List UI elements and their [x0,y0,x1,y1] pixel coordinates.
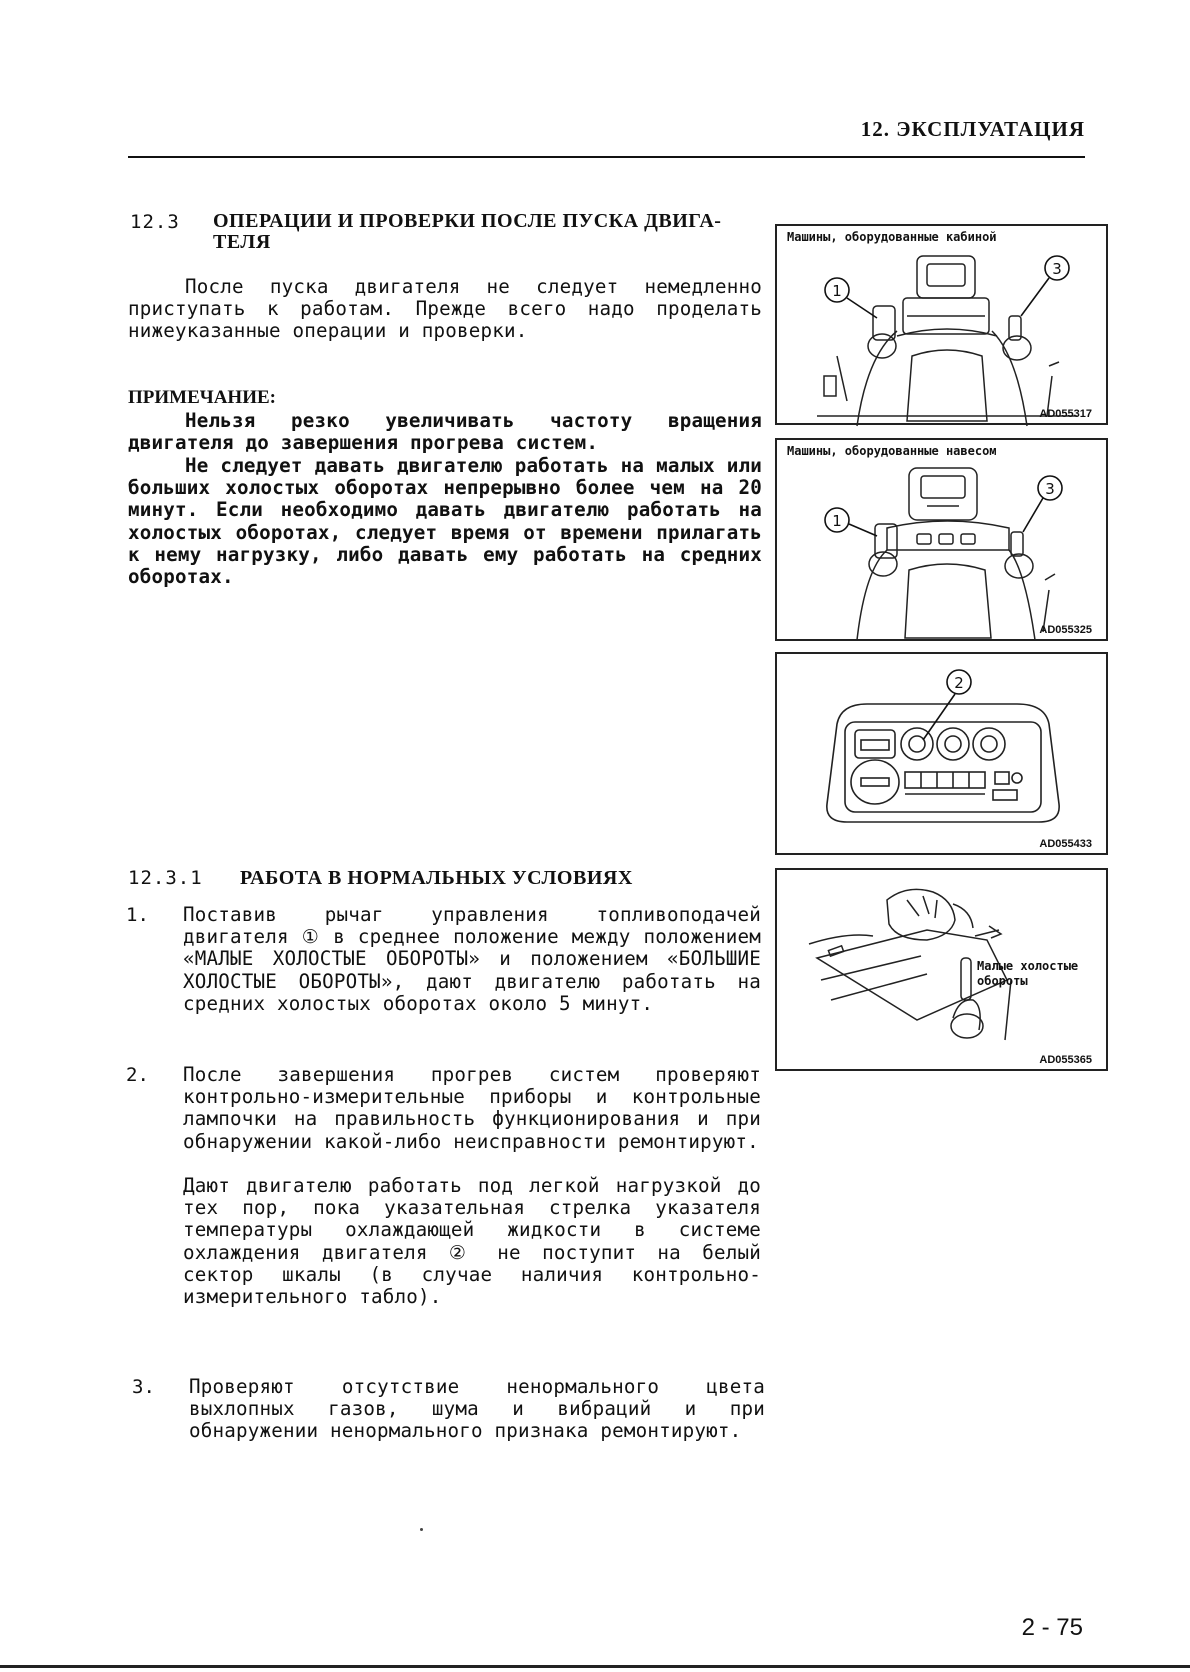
stray-dot [420,1528,423,1531]
lever-position-label-line1: Малые холостые [977,959,1079,973]
list-item-number: 2. [126,1064,149,1086]
svg-text:3: 3 [1045,480,1055,498]
canopy-controls-illustration [777,440,1110,643]
subsection-title: РАБОТА В НОРМАЛЬНЫХ УСЛОВИЯХ [240,867,633,889]
svg-text:2: 2 [954,674,964,692]
figure-instrument-panel [775,652,1108,855]
page-number: 2 - 75 [1021,1614,1083,1641]
figure-code: AD055317 [1039,408,1092,420]
subsection-number: 12.3.1 [128,867,203,889]
running-header: 12. ЭКСПЛУАТАЦИЯ [860,117,1085,141]
list-item-number: 3. [132,1376,155,1398]
figure-cab-controls [775,224,1108,425]
fuel-lever-illustration [777,870,1110,1073]
list-item-number: 1. [126,904,149,926]
figure-fuel-lever [775,868,1108,1071]
figure-caption: Машины, оборудованные кабиной [787,230,997,244]
figure-caption: Машины, оборудованные навесом [787,444,997,458]
note-paragraph-2: Не следует давать двигателю работать на малых или больших холостых оборотах непрерывно более чем на 20 минут. Если необходимо давать двигателю работать на холостых оборотах, следует время от времени прилагать к нему нагрузку, либо давать ему работать на средних оборотах. [128,454,762,589]
list-item-text: Поставив рычаг управления топливоподачей двигателя ① в среднее положение между положением «МАЛЫЕ ХОЛОСТЫЕ ОБОРОТЫ» и положением «БОЛЬШИЕ ХОЛОСТЫЕ ОБОРОТЫ», дают двигателю работать на средних холостых оборотах около 5 минут. [183,903,761,1015]
instrument-panel-illustration [777,654,1110,857]
section-title-line1: ОПЕРАЦИИ И ПРОВЕРКИ ПОСЛЕ ПУСКА ДВИГА- [213,210,722,232]
note-label: ПРИМЕЧАНИЕ: [128,387,276,408]
svg-text:1: 1 [832,282,842,300]
svg-text:3: 3 [1052,260,1062,278]
lever-position-label-line2: обороты [977,974,1028,988]
figure-canopy-controls [775,438,1108,641]
note-paragraph-1: Нельзя резко увеличивать частоту вращения двигателя до завершения прогрева систем. [128,409,762,455]
figure-code: AD055325 [1039,624,1092,636]
figure-code: AD055365 [1039,1054,1092,1066]
cab-controls-illustration [777,226,1110,427]
list-item-text-continued: Дают двигателю работать под легкой нагрузкой до тех пор, пока указательная стрелка указателя температуры охлаждающей жидкости в системе охлаждения двигателя ② не поступит на белый сектор шкалы (в случае наличия контрольно-измерительного табло). [183,1174,761,1309]
intro-paragraph: После пуска двигателя не следует немедленно приступать к работам. Прежде всего надо проделать нижеуказанные операции и проверки. [128,275,762,343]
figure-code: AD055433 [1039,838,1092,850]
section-title-line2: ТЕЛЯ [213,231,271,253]
list-item-text: После завершения прогрев систем проверяют контрольно-измерительные приборы и контрольные лампочки на правильность функционирования и при обнаружении какой-либо неисправности ремонтируют. [183,1063,761,1153]
section-number: 12.3 [130,211,180,233]
footer-divider [0,1665,1190,1668]
header-divider [128,156,1085,158]
svg-text:1: 1 [832,512,842,530]
list-item-text: Проверяют отсутствие ненормального цвета выхлопных газов, шума и вибраций и при обнаружении ненормального признака ремонтируют. [189,1375,765,1443]
